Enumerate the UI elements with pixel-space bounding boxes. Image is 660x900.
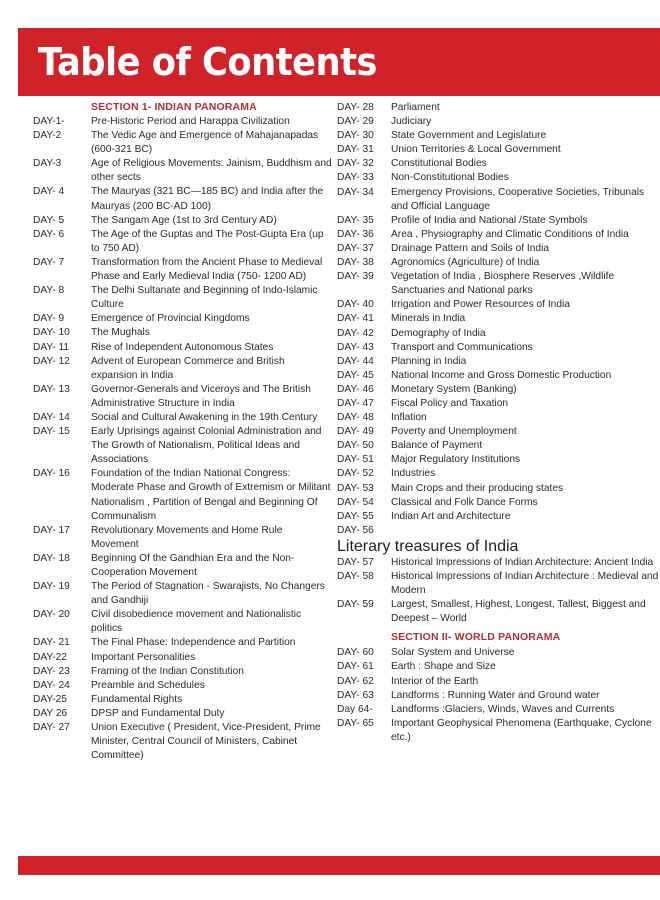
toc-entry <box>33 552 332 580</box>
entry-day-label: DAY- 13 <box>33 383 70 395</box>
entry-title: Solar System and Universe <box>391 647 515 659</box>
entry-day-label: DAY- 31 <box>337 144 374 156</box>
entry-title: The Sangam Age (1st to 3rd Century AD) <box>91 214 277 226</box>
toc-entry <box>337 143 660 157</box>
entry-title: Age of Religious Movements: Jainism, Buddhism and other sects <box>91 158 332 184</box>
entry-title: The Mughals <box>91 327 150 339</box>
toc-entry <box>33 707 332 721</box>
entry-title: Area , Physiography and Climatic Conditions of India <box>391 228 629 240</box>
entry-day-label: DAY- 54 <box>337 496 374 508</box>
toc-entry <box>337 660 660 674</box>
toc-entry <box>337 298 660 312</box>
entry-day-label: DAY- 27 <box>33 722 70 734</box>
toc-entry <box>33 341 332 355</box>
toc-entry <box>337 570 660 598</box>
entry-title: Advent of European Commerce and British expansion in India <box>91 355 285 381</box>
entry-title: Profile of India and National /State Symbols <box>391 214 588 226</box>
entry-day-label: DAY- 50 <box>337 440 374 452</box>
entry-title: Social and Cultural Awakening in the 19th Century <box>91 411 318 423</box>
entry-title: State Government and Legislature <box>391 130 547 142</box>
entry-day-label: DAY- 12 <box>33 355 70 367</box>
entry-title: Vegetation of India , Biosphere Reserves ,Wildlife Sanctuaries and National parks <box>391 271 615 297</box>
toc-entry <box>337 312 660 326</box>
entry-title: The Mauryas (321 BC—185 BC) and India after the Mauryas (200 BC-AD 100) <box>91 186 324 212</box>
entry-day-label: DAY- 39 <box>337 271 374 283</box>
toc-entry <box>33 284 332 312</box>
toc-entry <box>33 355 332 383</box>
toc-entry <box>337 467 660 481</box>
entry-day-label: DAY- 35 <box>337 214 374 226</box>
toc-entry <box>33 524 332 552</box>
entry-day-label: DAY- 4 <box>33 186 65 198</box>
toc-entry <box>337 341 660 355</box>
entry-day-label: DAY- 45 <box>337 369 374 381</box>
toc-entry <box>337 270 660 298</box>
entry-title: Largest, Smallest, Highest, Longest, Tallest, Biggest and Deepest – World <box>391 599 646 625</box>
toc-entry <box>337 327 660 341</box>
entry-day-label: DAY- 29 <box>337 116 374 128</box>
entry-day-label: DAY- 24 <box>33 679 70 691</box>
entry-day-label: DAY 26 <box>33 707 68 719</box>
toc-entry <box>337 646 660 660</box>
toc-entry-56-overflow-title: Literary treasures of India <box>337 537 519 555</box>
entry-title: The Period of Stagnation - Swarajists, No Changers and Gandhiji <box>91 581 325 607</box>
entry-day-label: DAY- 57 <box>337 556 374 568</box>
toc-entry <box>33 425 332 467</box>
entry-title: Minerals in India <box>391 313 466 325</box>
entry-day-label: DAY- 5 <box>33 214 65 226</box>
right-entry-list-part3 <box>337 646 660 745</box>
entry-day-label: DAY- 60 <box>337 647 374 659</box>
entry-day-label: DAY- 51 <box>337 454 374 466</box>
entry-title: Industries <box>391 468 436 480</box>
toc-entry <box>337 425 660 439</box>
entry-day-label: DAY- 48 <box>337 412 374 424</box>
entry-title: Emergency Provisions, Cooperative Societies, Tribunals and Official Language <box>391 186 645 212</box>
entry-title: The Vedic Age and Emergence of Mahajanapadas (600-321 BC) <box>91 130 319 156</box>
toc-entry <box>33 228 332 256</box>
toc-entry <box>337 510 660 524</box>
entry-day-label: Day 64- <box>337 703 373 715</box>
entry-title: Union Territories & Local Government <box>391 144 561 156</box>
entry-day-label: DAY- 28 <box>337 102 374 113</box>
entry-title: Major Regulatory Institutions <box>391 454 521 466</box>
toc-entry <box>337 675 660 689</box>
entry-title: Landforms :Glaciers, Winds, Waves and Currents <box>391 703 615 715</box>
entry-day-label: DAY- 9 <box>33 313 65 325</box>
entry-day-label: DAY- 62 <box>337 675 374 687</box>
toc-entry <box>337 355 660 369</box>
entry-title: Pre-Historic Period and Harappa Civilization <box>91 116 290 127</box>
entry-title: Civil disobedience movement and Nationalistic politics <box>91 609 302 635</box>
entry-day-label: DAY- 23 <box>33 665 70 677</box>
toc-entry <box>337 496 660 510</box>
entry-title: Indian Art and Architecture <box>391 510 511 522</box>
toc-entry <box>33 721 332 763</box>
entry-day-label: DAY- 37 <box>337 242 374 254</box>
entry-day-label: DAY- 59 <box>337 599 374 611</box>
toc-entry <box>337 101 660 115</box>
entry-title: Judiciary <box>391 116 432 128</box>
entry-day-label: DAY- 53 <box>337 482 374 494</box>
entry-title: Planning in India <box>391 355 467 367</box>
toc-entry <box>337 717 660 745</box>
entry-day-label: DAY- 16 <box>33 468 70 480</box>
entry-day-label: DAY- 14 <box>33 411 70 423</box>
entry-day-label: DAY-2 <box>33 130 62 142</box>
toc-entry <box>33 115 332 129</box>
toc-entry <box>33 411 332 425</box>
entry-day-label: DAY- 42 <box>337 327 374 339</box>
toc-entry <box>337 383 660 397</box>
entry-title: Poverty and Unemployment <box>391 426 517 438</box>
toc-entry <box>33 580 332 608</box>
toc-entry <box>337 115 660 129</box>
entry-day-label: DAY- 17 <box>33 524 70 536</box>
toc-right-column <box>332 101 660 745</box>
entry-title: Irrigation and Power Resources of India <box>391 299 570 311</box>
entry-title: Revolutionary Movements and Home Rule Movement <box>91 524 283 550</box>
entry-title: Foundation of the Indian National Congress: Moderate Phase and Growth of Extremism or Militant Nationalism , Partition of Bengal and Beginning Of Communalism <box>91 468 331 522</box>
toc-entry <box>337 397 660 411</box>
toc-entry <box>337 556 660 570</box>
entry-title: Historical Impressions of Indian Architecture: Ancient India <box>391 556 654 568</box>
toc-entry <box>337 598 660 626</box>
entry-title: The Final Phase: Independence and Partition <box>91 637 296 649</box>
entry-day-label: DAY-3 <box>33 158 62 170</box>
entry-title: Important Personalities <box>91 651 196 663</box>
toc-entry <box>337 482 660 496</box>
entry-title: Demography of India <box>391 327 486 339</box>
entry-day-label: DAY- 32 <box>337 158 374 170</box>
entry-day-label: DAY- 56 <box>337 524 374 536</box>
toc-entry <box>33 665 332 679</box>
entry-day-label: DAY- 8 <box>33 285 65 297</box>
toc-entry <box>337 214 660 228</box>
entry-title: The Age of the Guptas and The Post-Gupta Era (up to 750 AD) <box>91 228 324 254</box>
toc-entry <box>33 383 332 411</box>
entry-title: Rise of Independent Autonomous States <box>91 341 274 353</box>
entry-title: Fundamental Rights <box>91 693 183 705</box>
entry-day-label: DAY- 40 <box>337 299 374 311</box>
entry-day-label: DAY- 34 <box>337 186 374 198</box>
entry-day-label: DAY- 43 <box>337 341 374 353</box>
entry-title: Important Geophysical Phenomena (Earthquake, Cyclone etc.) <box>391 717 652 743</box>
left-entry-list <box>33 115 332 763</box>
toc-entry <box>33 256 332 284</box>
toc-entry <box>337 453 660 467</box>
entry-title: Parliament <box>391 102 440 113</box>
toc-entry <box>33 679 332 693</box>
entry-title: Emergence of Provincial Kingdoms <box>91 313 250 325</box>
entry-day-label: DAY- 10 <box>33 327 70 339</box>
entry-day-label: DAY-22 <box>33 651 67 663</box>
toc-entry <box>33 651 332 665</box>
entry-title: Landforms : Running Water and Ground water <box>391 689 600 701</box>
toc-entry <box>337 703 660 717</box>
entry-day-label: DAY- 46 <box>337 383 374 395</box>
entry-day-label: DAY-1- <box>33 116 65 127</box>
entry-title: Inflation <box>391 412 427 424</box>
toc-entry <box>337 256 660 270</box>
toc-entry <box>337 242 660 256</box>
toc-entry <box>33 312 332 326</box>
entry-day-label: DAY- 21 <box>33 637 70 649</box>
entry-day-label: DAY- 41 <box>337 313 374 325</box>
footer-banner <box>18 856 660 875</box>
toc-left-column <box>0 101 332 763</box>
toc-entry <box>33 157 332 185</box>
toc-entry <box>33 636 332 650</box>
toc-entry <box>337 171 660 185</box>
entry-title: Transport and Communications <box>391 341 533 353</box>
entry-title: Classical and Folk Dance Forms <box>391 496 538 508</box>
entry-day-label: DAY- 58 <box>337 571 374 582</box>
entry-title: Historical Impressions of Indian Architecture : Medieval and Modern <box>391 571 659 597</box>
entry-day-label: DAY-25 <box>33 693 67 705</box>
section-header-1: SECTION 1- INDIAN PANORAMA <box>91 101 257 113</box>
entry-day-label: DAY- 18 <box>33 552 70 564</box>
entry-day-label: DAY- 30 <box>337 130 374 142</box>
entry-title: DPSP and Fundamental Duty <box>91 707 225 719</box>
entry-day-label: DAY- 20 <box>33 609 70 621</box>
toc-entry <box>337 129 660 143</box>
toc-entry <box>33 693 332 707</box>
entry-day-label: DAY- 7 <box>33 256 65 268</box>
entry-day-label: DAY- 52 <box>337 468 374 480</box>
toc-entry <box>33 326 332 340</box>
section-header-2: SECTION II- WORLD PANORAMA <box>391 631 561 644</box>
entry-title: Fiscal Policy and Taxation <box>391 397 509 409</box>
toc-entry <box>33 214 332 228</box>
entry-day-label: DAY- 44 <box>337 355 374 367</box>
toc-entry-56 <box>337 524 660 538</box>
right-entry-list-part2 <box>337 556 660 626</box>
entry-title: The Delhi Sultanate and Beginning of Indo-Islamic Culture <box>91 285 318 311</box>
toc-entry <box>337 689 660 703</box>
entry-day-label: DAY- 47 <box>337 397 374 409</box>
toc-entry <box>337 411 660 425</box>
toc-columns <box>0 101 660 763</box>
entry-day-label: DAY- 19 <box>33 581 70 593</box>
entry-day-label: DAY- 36 <box>337 228 374 240</box>
entry-day-label: DAY- 49 <box>337 426 374 438</box>
entry-title: Balance of Payment <box>391 440 483 452</box>
entry-title: Earth : Shape and Size <box>391 661 496 673</box>
entry-day-label: DAY- 55 <box>337 510 374 522</box>
toc-entry <box>337 186 660 214</box>
entry-title: Agronomics (Agriculture) of India <box>391 257 540 269</box>
entry-title: Preamble and Schedules <box>91 679 205 691</box>
entry-day-label: DAY- 63 <box>337 689 374 701</box>
entry-day-label: DAY- 6 <box>33 228 65 240</box>
entry-title: Constitutional Bodies <box>391 158 487 170</box>
entry-title: Beginning Of the Gandhian Era and the Non-Cooperation Movement <box>91 552 295 578</box>
entry-title: National Income and Gross Domestic Production <box>391 369 612 381</box>
entry-day-label: DAY- 61 <box>337 661 374 673</box>
entry-title: Union Executive ( President, Vice-President, Prime Minister, Central Council of Ministers, Cabinet Committee) <box>91 722 321 762</box>
entry-title: Monetary System (Banking) <box>391 383 517 395</box>
page-title: Table of Contents <box>38 40 377 84</box>
entry-title: Interior of the Earth <box>391 675 479 687</box>
entry-title: Framing of the Indian Constitution <box>91 665 244 677</box>
entry-day-label: DAY- 11 <box>33 341 70 353</box>
entry-day-label: DAY- 33 <box>337 172 374 184</box>
toc-entry <box>33 608 332 636</box>
entry-title: Governor-Generals and Viceroys and The British Administrative Structure in India <box>91 383 311 409</box>
toc-entry <box>337 157 660 171</box>
toc-entry <box>337 228 660 242</box>
entry-title: Drainage Pattern and Soils of India <box>391 242 550 254</box>
entry-title: Transformation from the Ancient Phase to Medieval Phase and Early Medieval India (750- 1200 AD) <box>91 256 323 283</box>
entry-day-label: DAY- 15 <box>33 426 70 438</box>
toc-entry <box>337 439 660 453</box>
toc-entry <box>337 369 660 383</box>
entry-title: Main Crops and their producing states <box>391 482 564 494</box>
toc-entry <box>33 467 332 523</box>
entry-day-label: DAY- 65 <box>337 717 374 729</box>
entry-title: Early Uprisings against Colonial Administration and The Growth of Nationalism, Political Ideas and Associations <box>91 426 322 466</box>
toc-entry <box>33 129 332 157</box>
entry-day-label: DAY- 38 <box>337 257 374 269</box>
toc-entry <box>33 185 332 213</box>
entry-title: Non-Constitutional Bodies <box>391 172 509 184</box>
right-entry-list-part1 <box>337 101 660 524</box>
